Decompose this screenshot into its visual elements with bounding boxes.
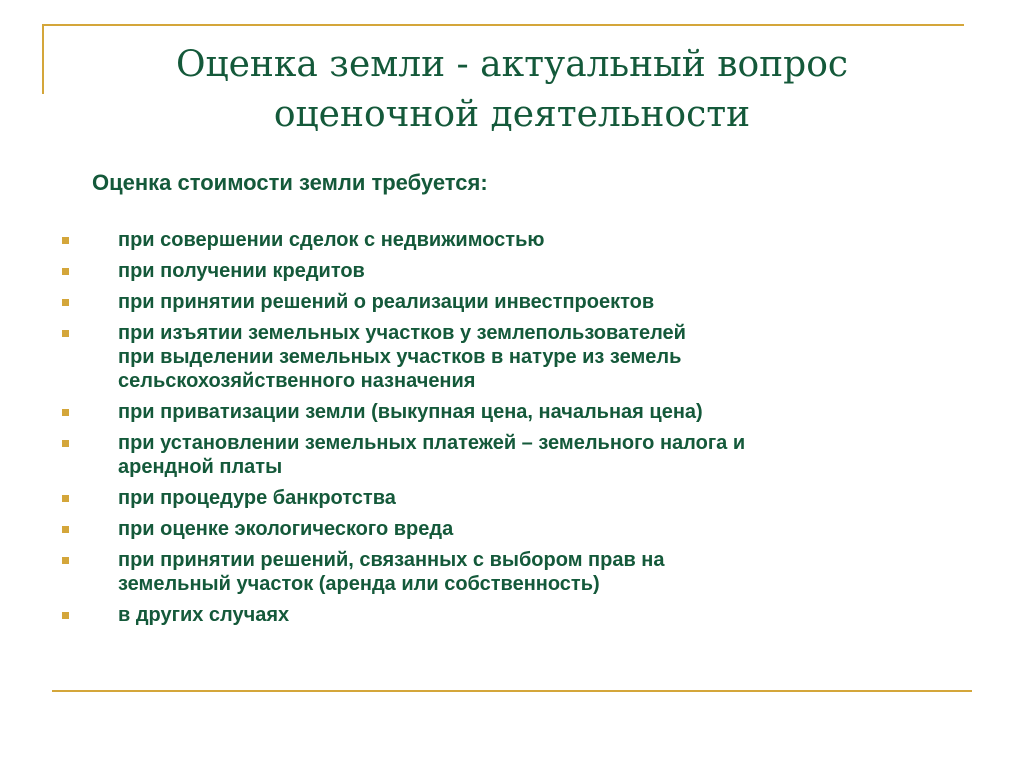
bullet-square-icon [62,526,69,533]
bullet-text: при выделении земельных участков в натуре из земель [118,346,682,368]
bullet-item [62,259,962,283]
frame-left-line [42,24,44,94]
bullet-item [62,548,962,596]
bullet-text: при получении кредитов [118,260,365,282]
bullet-text: при установлении земельных платежей – земельного налога и [118,432,746,454]
bullet-text: сельскохозяйственного назначения [118,370,476,392]
bullet-square-icon [62,612,69,619]
bullet-square-icon [62,237,69,244]
bullet-item [62,321,962,393]
bullet-list [62,228,962,634]
title-line-2: оценочной деятельности [273,94,751,135]
bullet-square-icon [62,409,69,416]
bullet-item [62,603,962,627]
bullet-square-icon [62,557,69,564]
bullet-square-icon [62,440,69,447]
bullet-text: при принятии решений, связанных с выбором прав на [118,549,665,571]
bullet-item [62,228,962,252]
bullet-text: в других случаях [118,604,290,626]
bullet-square-icon [62,268,69,275]
bullet-square-icon [62,330,69,337]
bullet-text: при принятии решений о реализации инвестпроектов [118,291,655,313]
bullet-square-icon [62,299,69,306]
bullet-item [62,486,962,510]
bullet-square-icon [62,495,69,502]
bullet-text: при процедуре банкротства [118,487,396,509]
title-line-1: Оценка земли - актуальный вопрос [175,44,849,85]
slide-subtitle: Оценка стоимости земли требуется: [92,170,488,195]
bullet-text: при изъятии земельных участков у землепользователей [118,322,686,344]
slide-title [60,40,964,140]
frame-top-line [42,24,964,26]
bullet-text: земельный участок (аренда или собственность) [118,573,600,595]
bullet-text: при совершении сделок с недвижимостью [118,229,545,251]
bullet-item [62,290,962,314]
bullet-text: при оценке экологического вреда [118,518,454,540]
bullet-text: арендной платы [118,456,283,478]
bullet-item [62,400,962,424]
bullet-item [62,517,962,541]
bullet-item [62,431,962,479]
frame-bottom-line [52,690,972,692]
bullet-text: при приватизации земли (выкупная цена, начальная цена) [118,401,703,423]
